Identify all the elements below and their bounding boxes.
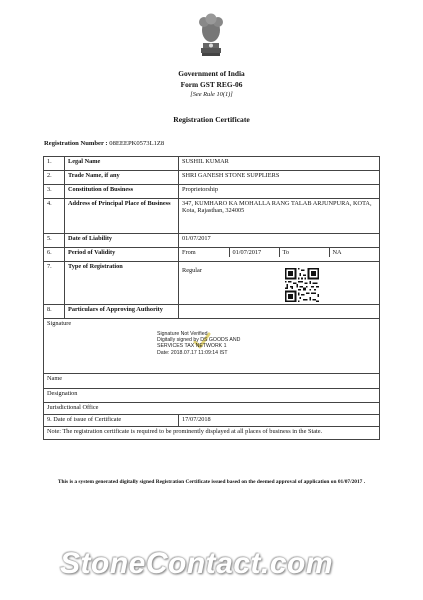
row-value: Proprietorship bbox=[179, 185, 380, 199]
office-label: Jurisdictional Office bbox=[44, 403, 380, 415]
table-row bbox=[44, 185, 380, 199]
table-row bbox=[44, 171, 380, 185]
row-value: 01/07/2017 bbox=[179, 234, 380, 248]
header-org: Government of India bbox=[178, 69, 245, 78]
row-number: 1. bbox=[44, 157, 65, 171]
validity-to-label: To bbox=[279, 248, 329, 257]
note-text: Note: The registration certificate is required to be prominently displayed at all places of business in the State. bbox=[44, 427, 380, 440]
name-label: Name bbox=[44, 374, 380, 389]
row-label: Type of Registration bbox=[65, 262, 179, 305]
signature-label: Signature bbox=[44, 319, 380, 374]
row-number: 8. bbox=[44, 305, 65, 319]
signature-status: Signature Not Verified bbox=[157, 331, 208, 337]
issue-date-value: 17/07/2018 bbox=[179, 415, 380, 427]
signature-signed-by: Digitally signed by DS GOODS AND SERVICES TAX NETWORK 1 bbox=[157, 337, 241, 350]
row-number: 3. bbox=[44, 185, 65, 199]
table-row bbox=[44, 262, 380, 305]
row-label: Particulars of Approving Authority bbox=[65, 305, 179, 319]
row-value: SHRI GANESH STONE SUPPLIERS bbox=[179, 171, 380, 185]
row-number: 2. bbox=[44, 171, 65, 185]
registration-value: 08EEEPK0573L1Z8 bbox=[109, 140, 165, 147]
table-row bbox=[44, 374, 380, 389]
registration-label: Registration Number : bbox=[44, 140, 108, 147]
row-label: Address of Principal Place of Business bbox=[65, 199, 179, 234]
qr-code-icon bbox=[285, 268, 319, 302]
row-label: Period of Validity bbox=[65, 248, 179, 262]
row-label: Trade Name, if any bbox=[65, 171, 179, 185]
validity-cell bbox=[179, 248, 380, 262]
certificate-title: Registration Certificate bbox=[173, 115, 250, 124]
row-label: Constitution of Business bbox=[65, 185, 179, 199]
row-number: 7. bbox=[44, 262, 65, 305]
validity-from: 01/07/2017 bbox=[229, 248, 279, 257]
row-number: 5. bbox=[44, 234, 65, 248]
row-value: Regular bbox=[179, 262, 380, 305]
table-row bbox=[44, 305, 380, 319]
designation-label: Designation bbox=[44, 389, 380, 403]
issue-date-label: 9. Date of issue of Certificate bbox=[44, 415, 179, 427]
row-value: 347, KUMHARO KA MOHALLA RANG TALAB ARJUNPURA, KOTA, Kota, Rajasthan, 324005 bbox=[179, 199, 380, 234]
table-row bbox=[44, 427, 380, 440]
table-row bbox=[44, 199, 380, 234]
validity-table bbox=[179, 248, 379, 257]
digital-signature bbox=[157, 331, 252, 356]
national-emblem-icon bbox=[193, 8, 229, 58]
row-value: SUSHIL KUMAR bbox=[179, 157, 380, 171]
watermark: StoneContact.com bbox=[60, 547, 334, 580]
footer-note: This is a system generated digitally signed Registration Certificate issued based on the deemed approval of application on 01/07/2017 . bbox=[57, 479, 366, 485]
table-row bbox=[44, 234, 380, 248]
row-number: 4. bbox=[44, 199, 65, 234]
table-row bbox=[44, 389, 380, 403]
table-row bbox=[44, 157, 380, 171]
row-label: Legal Name bbox=[65, 157, 179, 171]
table-row bbox=[44, 248, 380, 262]
table-row bbox=[44, 403, 380, 415]
signature-date: Date: 2018.07.17 11:09:14 IST bbox=[157, 349, 228, 356]
row-label: Date of Liability bbox=[65, 234, 179, 248]
header-form: Form GST REG-06 bbox=[180, 80, 243, 89]
header-rule: [See Rule 10(1)] bbox=[190, 91, 233, 98]
validity-to: NA bbox=[329, 248, 379, 257]
registration-number bbox=[44, 140, 164, 147]
row-value bbox=[179, 305, 380, 319]
validity-from-label: From bbox=[182, 249, 196, 256]
certificate-table bbox=[43, 156, 380, 440]
row-number: 6. bbox=[44, 248, 65, 262]
table-row bbox=[44, 415, 380, 427]
